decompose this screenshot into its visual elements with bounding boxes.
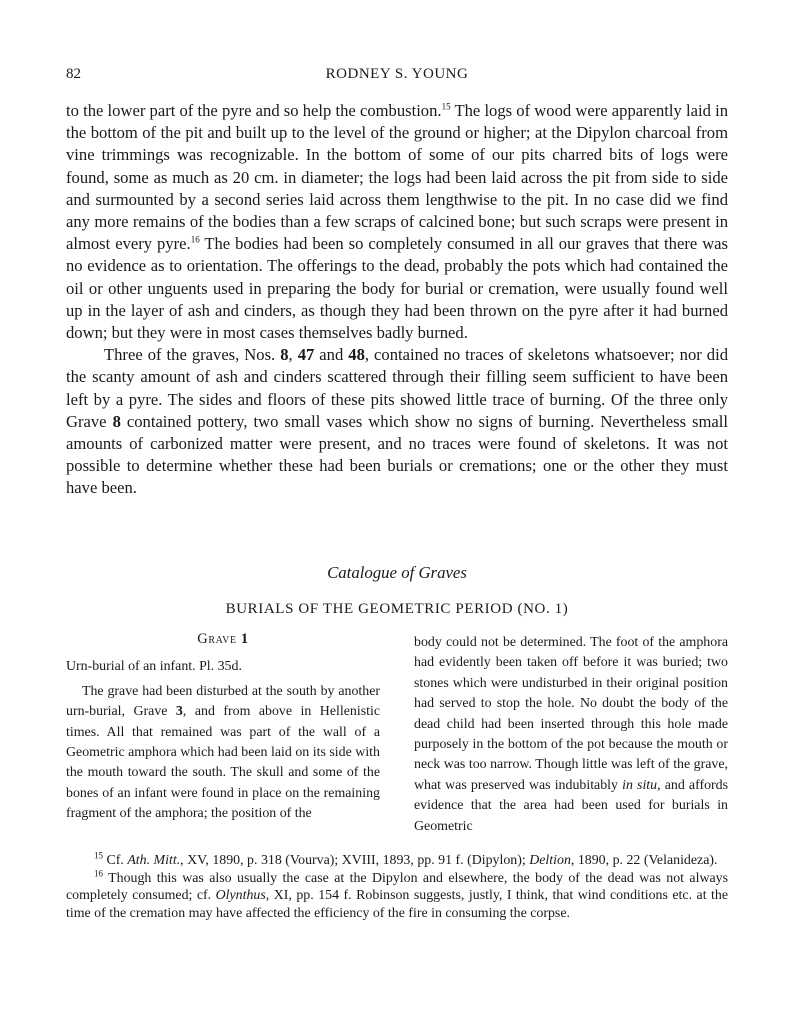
- grave-heading: [66, 629, 380, 649]
- page-header: [66, 66, 728, 88]
- paragraph-text: The grave had been disturbed at the south by another urn-burial, Grave: [66, 683, 380, 720]
- grave-number: 3: [175, 704, 183, 720]
- footnote-text: Cf.: [103, 853, 128, 868]
- running-head: RODNEY S. YOUNG: [325, 66, 469, 82]
- paragraph-text: and: [314, 345, 349, 365]
- paragraph-text: The logs of wood were apparently laid in the bottom of the pit and built up to the level of the ground or higher; at the Dipylon charcoal from vine trimmings was recognizable. In the bottom of some of our pits charred bits of logs were found, some as much as 20 cm. in diameter; the logs had been laid across the pit from side to side and surmounted by a second series laid across them lengthwise to the pit. In no case did we find any more remains of the bodies than a few scraps of calcined bone; but such scraps were present in almost every pyre.: [66, 101, 728, 254]
- grave-heading-word: Grave: [197, 631, 237, 647]
- paragraph-text: , and affords evidence that the area had been used for burials in Geometric: [414, 777, 728, 834]
- footnote-ref: 15: [441, 101, 451, 112]
- paragraph-1: [66, 100, 728, 344]
- italic-term: in situ: [622, 777, 658, 793]
- paragraph-text: Three of the graves, Nos.: [104, 345, 281, 365]
- footnote-text: , XI, pp. 154 f. Robinson suggests, justly, I think, that wind conditions etc. at the time of the cremation may have affected the efficiency of the fire in consuming the corpse.: [66, 888, 729, 921]
- main-text: [66, 100, 728, 500]
- grave-number: 47: [297, 345, 315, 365]
- footnotes: [66, 852, 728, 922]
- paragraph-text: , contained no traces of skeletons whatsoever; nor did the scanty amount of ash and cinders scattered through their filling seem sufficient to have been left by a pyre. The sides and floors of these pits showed little trace of burning. Of the three only Grave: [66, 345, 729, 431]
- paragraph-text: The bodies had been so completely consumed in all our graves that there was no evidence as to orientation. The offerings to the dead, probably the pots which had contained the oil or other unguents used in preparing the body for burial or cremation, were usually found well up in the layer of ash and cinders, as though they had been thrown on the pyre after it had burned down; but they were in most cases themselves badly burned.: [66, 234, 728, 343]
- grave-description-right: [414, 633, 728, 837]
- catalogue-title: Catalogue of Graves: [327, 563, 467, 582]
- footnote-italic: Deltion: [529, 853, 571, 868]
- grave-number: 48: [348, 345, 365, 365]
- paragraph-text: ,: [288, 345, 298, 365]
- grave-caption: Urn-burial of an infant. Pl. 35d.: [66, 659, 242, 675]
- footnote-text: , XV, 1890, p. 318 (Vourva); XVIII, 1893, pp. 91 f. (Dipylon);: [180, 853, 530, 868]
- grave-number: 8: [112, 411, 121, 431]
- footnote-number: 15: [94, 850, 103, 861]
- paragraph-text: to the lower part of the pyre and so help the combustion.: [66, 101, 442, 120]
- footnote-italic: Olynthus: [215, 888, 266, 903]
- footnote-15: [66, 852, 728, 870]
- footnote-ref: 16: [190, 234, 200, 245]
- footnote-italic: Ath. Mitt.: [127, 853, 181, 868]
- grave-number: 8: [280, 345, 289, 365]
- page-number: 82: [66, 66, 81, 82]
- footnote-text: Though this was also usually the case at the Dipylon and elsewhere, the body of the dead was not always completely consumed; cf.: [66, 870, 728, 903]
- footnote-number: 16: [94, 867, 103, 878]
- paragraph-text: contained pottery, two small vases which show no signs of burning. Nevertheless small amounts of carbonized matter were present, and no traces were found of skeletons. It was not possible to determine whether these had been burials or cremations; one or the other they must have been.: [66, 411, 728, 498]
- grave-description-left: [66, 682, 380, 825]
- paragraph-text: , and from above in Hellenistic times. All that remained was part of the wall of a Geometric amphora which had been laid on its side with the mouth toward the south. The skull and some of the bones of an infant were found in place on the remaining fragment of the amphora; the position of the: [66, 704, 380, 822]
- grave-heading-number: 1: [240, 631, 249, 647]
- footnote-text: , 1890, p. 22 (Velanideza).: [570, 853, 718, 868]
- left-column: [66, 629, 380, 825]
- paragraph-text: body could not be determined. The foot of the amphora had evidently been taken off before it was buried; two stones which were undisturbed in their original position had served to stop the hole. No doubt the body of the dead child had been inserted through this hole made purposely in the bottom of the pot because the mouth or neck was too narrow. Though little was left of the grave, what was preserved was indubitably: [414, 635, 728, 793]
- right-column: [414, 633, 728, 837]
- section-title: BURIALS OF THE GEOMETRIC PERIOD (NO. 1): [225, 601, 569, 617]
- footnote-16: [66, 867, 729, 923]
- paragraph-2: [66, 344, 728, 499]
